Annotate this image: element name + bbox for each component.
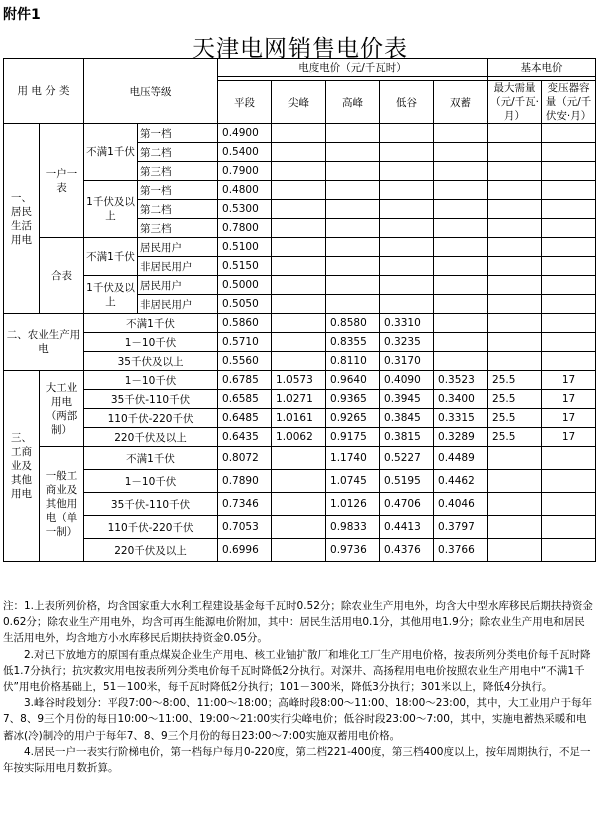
table-cell xyxy=(488,333,542,352)
table-row xyxy=(4,371,596,390)
table-cell xyxy=(272,314,326,333)
table-cell xyxy=(326,124,380,143)
group-agriculture: 二、农业生产用电 xyxy=(4,314,84,371)
price-flat: 0.5050 xyxy=(218,295,272,314)
price-valley: 0.3945 xyxy=(380,390,434,409)
table-cell xyxy=(434,333,488,352)
price-valley: 0.5227 xyxy=(380,447,434,470)
voltage-level: 220千伏及以上 xyxy=(84,428,218,447)
price-flat: 0.7800 xyxy=(218,219,272,238)
table-cell xyxy=(380,219,434,238)
price-dual: 0.3797 xyxy=(434,516,488,539)
table-cell xyxy=(488,181,542,200)
table-cell xyxy=(434,181,488,200)
table-cell xyxy=(272,470,326,493)
price-peak: 0.9640 xyxy=(326,371,380,390)
notes xyxy=(3,598,595,776)
table-row xyxy=(4,539,596,562)
table-cell xyxy=(488,516,542,539)
table-cell xyxy=(542,295,596,314)
table-cell xyxy=(434,352,488,371)
table-cell xyxy=(272,516,326,539)
price-valley: 0.3815 xyxy=(380,428,434,447)
price-peak: 0.8580 xyxy=(326,314,380,333)
table-cell xyxy=(488,493,542,516)
table-cell xyxy=(488,470,542,493)
table-row xyxy=(4,181,596,200)
price-peak: 1.0126 xyxy=(326,493,380,516)
table-row xyxy=(4,516,596,539)
price-flat: 0.7346 xyxy=(218,493,272,516)
tier-label: 第三档 xyxy=(138,219,218,238)
header-voltage: 电压等级 xyxy=(84,59,218,124)
table-cell xyxy=(272,219,326,238)
tier-label: 第二档 xyxy=(138,200,218,219)
price-peak: 0.9365 xyxy=(326,390,380,409)
table-cell xyxy=(326,295,380,314)
table-cell xyxy=(488,162,542,181)
table-cell xyxy=(272,447,326,470)
table-cell xyxy=(488,352,542,371)
price-flat: 0.8072 xyxy=(218,447,272,470)
note-2: 2.对已下放地方的原国有重点煤炭企业生产用电、核工业铀扩散厂和堆化工厂生产用电价格，按表所列分类电价每千瓦时降低1.7分执行；抗灾救灾用电按表所列分类电价每千瓦时降低2分执行。对深井、高扬程用电电价按照农业生产用电中“不满1千伏”用电价格基础上，51－100米，每千瓦时降低2分执行；101－300米，降低3分执行；301米以上，降低4分执行。 xyxy=(3,648,591,694)
label-over-1kv: 1千伏及以上 xyxy=(84,276,138,314)
price-flat: 0.5860 xyxy=(218,314,272,333)
voltage-level: 1－10千伏 xyxy=(84,371,218,390)
label-over-1kv: 1千伏及以上 xyxy=(84,181,138,238)
table-cell xyxy=(434,143,488,162)
price-flat: 0.6585 xyxy=(218,390,272,409)
table-row xyxy=(4,493,596,516)
table-cell xyxy=(272,493,326,516)
table-row xyxy=(4,409,596,428)
page-title: 天津电网销售电价表 xyxy=(192,36,408,62)
table-cell xyxy=(380,200,434,219)
table-cell xyxy=(380,295,434,314)
price-flat: 0.6996 xyxy=(218,539,272,562)
table-cell xyxy=(380,143,434,162)
table-cell xyxy=(542,181,596,200)
table-row xyxy=(4,238,596,257)
price-capacity: 17 xyxy=(542,409,596,428)
price-dual: 0.4046 xyxy=(434,493,488,516)
price-flat: 0.5400 xyxy=(218,143,272,162)
table-cell xyxy=(272,181,326,200)
table-cell xyxy=(326,181,380,200)
price-max-demand: 25.5 xyxy=(488,390,542,409)
table-cell xyxy=(272,238,326,257)
table-cell xyxy=(326,238,380,257)
label-general-commerce: 一般工商业及其他用电（单一制） xyxy=(40,447,84,562)
price-flat: 0.5100 xyxy=(218,238,272,257)
table-cell xyxy=(326,276,380,295)
price-sharp: 1.0161 xyxy=(272,409,326,428)
table-cell xyxy=(542,124,596,143)
header-period: 双蓄 xyxy=(434,81,488,124)
table-cell xyxy=(542,257,596,276)
price-valley: 0.4706 xyxy=(380,493,434,516)
table-row xyxy=(4,352,596,371)
tier-label: 第二档 xyxy=(138,143,218,162)
tier-label: 第一档 xyxy=(138,124,218,143)
table-cell xyxy=(434,257,488,276)
price-valley: 0.3170 xyxy=(380,352,434,371)
price-flat: 0.5300 xyxy=(218,200,272,219)
table-cell xyxy=(434,124,488,143)
table-cell xyxy=(488,276,542,295)
price-valley: 0.4090 xyxy=(380,371,434,390)
table-cell xyxy=(542,238,596,257)
price-flat: 0.5000 xyxy=(218,276,272,295)
price-flat: 0.5560 xyxy=(218,352,272,371)
price-flat: 0.6485 xyxy=(218,409,272,428)
header-category: 用 电 分 类 xyxy=(4,59,84,124)
price-peak: 0.8355 xyxy=(326,333,380,352)
price-max-demand: 25.5 xyxy=(488,409,542,428)
price-valley: 0.3845 xyxy=(380,409,434,428)
price-max-demand: 25.5 xyxy=(488,428,542,447)
table-cell xyxy=(272,162,326,181)
price-flat: 0.5710 xyxy=(218,333,272,352)
table-cell xyxy=(542,276,596,295)
voltage-level: 1－10千伏 xyxy=(84,470,218,493)
table-cell xyxy=(380,162,434,181)
table-cell xyxy=(488,314,542,333)
table-row xyxy=(4,447,596,470)
table-cell xyxy=(326,200,380,219)
table-row xyxy=(4,59,596,77)
price-dual: 0.4462 xyxy=(434,470,488,493)
table-cell xyxy=(542,493,596,516)
price-sharp: 1.0573 xyxy=(272,371,326,390)
price-peak: 0.9175 xyxy=(326,428,380,447)
tier-label: 第一档 xyxy=(138,181,218,200)
table-cell xyxy=(272,257,326,276)
table-cell xyxy=(434,200,488,219)
table-cell xyxy=(542,539,596,562)
voltage-level: 1－10千伏 xyxy=(84,333,218,352)
table-row xyxy=(4,276,596,295)
price-dual: 0.3289 xyxy=(434,428,488,447)
table-cell xyxy=(542,333,596,352)
voltage-level: 35千伏-110千伏 xyxy=(84,390,218,409)
table-cell xyxy=(542,352,596,371)
header-transformer-capacity: 变压器容量（元/千伏安·月） xyxy=(542,81,596,124)
table-cell xyxy=(434,295,488,314)
price-flat: 0.7890 xyxy=(218,470,272,493)
table-cell xyxy=(272,352,326,371)
table-cell xyxy=(542,143,596,162)
price-max-demand: 25.5 xyxy=(488,371,542,390)
table-cell xyxy=(434,314,488,333)
table-cell xyxy=(326,162,380,181)
price-dual: 0.3766 xyxy=(434,539,488,562)
label-one-household: 一户一表 xyxy=(40,124,84,238)
price-capacity: 17 xyxy=(542,428,596,447)
table-cell xyxy=(380,276,434,295)
table-cell xyxy=(542,447,596,470)
table-cell xyxy=(272,143,326,162)
table-cell xyxy=(272,124,326,143)
header-period: 低谷 xyxy=(380,81,434,124)
price-flat: 0.4800 xyxy=(218,181,272,200)
price-dual: 0.4489 xyxy=(434,447,488,470)
table-cell xyxy=(434,219,488,238)
header-period: 高峰 xyxy=(326,81,380,124)
header-period: 平段 xyxy=(218,81,272,124)
price-valley: 0.4376 xyxy=(380,539,434,562)
table-cell xyxy=(272,276,326,295)
price-flat: 0.7053 xyxy=(218,516,272,539)
table-cell xyxy=(272,200,326,219)
price-valley: 0.5195 xyxy=(380,470,434,493)
price-peak: 0.9833 xyxy=(326,516,380,539)
voltage-level: 110千伏-220千伏 xyxy=(84,516,218,539)
group-industry: 三、工商业及其他用电 xyxy=(4,371,40,562)
table-cell xyxy=(488,200,542,219)
price-peak: 1.1740 xyxy=(326,447,380,470)
table-cell xyxy=(488,539,542,562)
table-cell xyxy=(380,257,434,276)
table-cell xyxy=(488,295,542,314)
table-cell xyxy=(488,143,542,162)
label-large-industry: 大工业用电（两部制） xyxy=(40,371,84,447)
price-peak: 0.8110 xyxy=(326,352,380,371)
table-cell xyxy=(542,219,596,238)
price-flat: 0.5150 xyxy=(218,257,272,276)
voltage-level: 不满1千伏 xyxy=(84,447,218,470)
table-cell xyxy=(542,314,596,333)
table-row xyxy=(4,390,596,409)
label-under-1kv: 不满1千伏 xyxy=(84,124,138,181)
table-row xyxy=(4,470,596,493)
price-valley: 0.3310 xyxy=(380,314,434,333)
table-row xyxy=(4,333,596,352)
header-basic-price: 基本电价 xyxy=(488,59,596,77)
user-type: 非居民用户 xyxy=(138,295,218,314)
price-flat: 0.6785 xyxy=(218,371,272,390)
table-cell xyxy=(380,181,434,200)
group-residential: 一、居民生活用电 xyxy=(4,124,40,314)
label-combined: 合表 xyxy=(40,238,84,314)
voltage-level: 35千伏及以上 xyxy=(84,352,218,371)
voltage-level: 35千伏-110千伏 xyxy=(84,493,218,516)
table-cell xyxy=(434,162,488,181)
table-cell xyxy=(542,516,596,539)
table-cell xyxy=(488,219,542,238)
user-type: 居民用户 xyxy=(138,276,218,295)
price-dual: 0.3523 xyxy=(434,371,488,390)
tier-label: 第三档 xyxy=(138,162,218,181)
table-cell xyxy=(488,257,542,276)
table-cell xyxy=(380,238,434,257)
price-flat: 0.4900 xyxy=(218,124,272,143)
table-cell xyxy=(434,276,488,295)
table-cell xyxy=(434,238,488,257)
user-type: 非居民用户 xyxy=(138,257,218,276)
table-cell xyxy=(488,447,542,470)
table-row xyxy=(4,314,596,333)
table-cell xyxy=(542,162,596,181)
table-cell xyxy=(542,200,596,219)
table-cell xyxy=(326,219,380,238)
table-cell xyxy=(326,143,380,162)
table-cell xyxy=(488,124,542,143)
price-flat: 0.6435 xyxy=(218,428,272,447)
voltage-level: 220千伏及以上 xyxy=(84,539,218,562)
header-energy-price: 电度电价（元/千瓦时） xyxy=(218,59,488,77)
attachment-label: 附件1 xyxy=(3,7,41,23)
price-peak: 0.9265 xyxy=(326,409,380,428)
table-cell xyxy=(542,470,596,493)
price-capacity: 17 xyxy=(542,390,596,409)
table-cell xyxy=(272,333,326,352)
price-peak: 1.0745 xyxy=(326,470,380,493)
note-4: 4.居民一户一表实行阶梯电价，第一档每户每月0-220度，第二档221-400度，第三档400度以上，按年周期执行，不足一年按实际用电月数折算。 xyxy=(3,745,591,775)
price-capacity: 17 xyxy=(542,371,596,390)
table-cell xyxy=(488,238,542,257)
table-cell xyxy=(272,539,326,562)
table-cell xyxy=(326,257,380,276)
price-valley: 0.4413 xyxy=(380,516,434,539)
voltage-level: 不满1千伏 xyxy=(84,314,218,333)
table-row xyxy=(4,428,596,447)
table-row xyxy=(4,124,596,143)
user-type: 居民用户 xyxy=(138,238,218,257)
label-under-1kv: 不满1千伏 xyxy=(84,238,138,276)
header-period: 尖峰 xyxy=(272,81,326,124)
table-cell xyxy=(380,124,434,143)
header-max-demand: 最大需量（元/千瓦·月） xyxy=(488,81,542,124)
note-1: 注：1.上表所列价格，均含国家重大水利工程建设基金每千瓦时0.52分；除农业生产用电外，均含大中型水库移民后期扶持资金0.62分；除农业生产用电外，均含可再生能源电价附加，其中：居民生活用电0.1分，其他用电1.9分；除农业生产用电和居民生活用电外，均含地方小水库移民后期扶持资金0.05分。 xyxy=(3,600,593,645)
price-peak: 0.9736 xyxy=(326,539,380,562)
price-dual: 0.3315 xyxy=(434,409,488,428)
voltage-level: 110千伏-220千伏 xyxy=(84,409,218,428)
price-flat: 0.7900 xyxy=(218,162,272,181)
price-sharp: 1.0062 xyxy=(272,428,326,447)
note-3: 3.峰谷时段划分：平段7:00～8:00、11:00～18:00；高峰时段8:00～11:00、18:00～23:00，其中，大工业用户于每年7、8、9三个月份的每日10:00～11:00、19:00～21:00实行尖峰电价；低谷时段23:00～7:00，其中，实施电蓄热采暖和电蓄冰(冷)制冷的用户于每年7、8、9三个月份的每日23:00～7:00实施双蓄用电价格。 xyxy=(3,697,593,742)
price-table xyxy=(3,58,596,562)
price-valley: 0.3235 xyxy=(380,333,434,352)
table-cell xyxy=(272,295,326,314)
price-sharp: 1.0271 xyxy=(272,390,326,409)
price-dual: 0.3400 xyxy=(434,390,488,409)
